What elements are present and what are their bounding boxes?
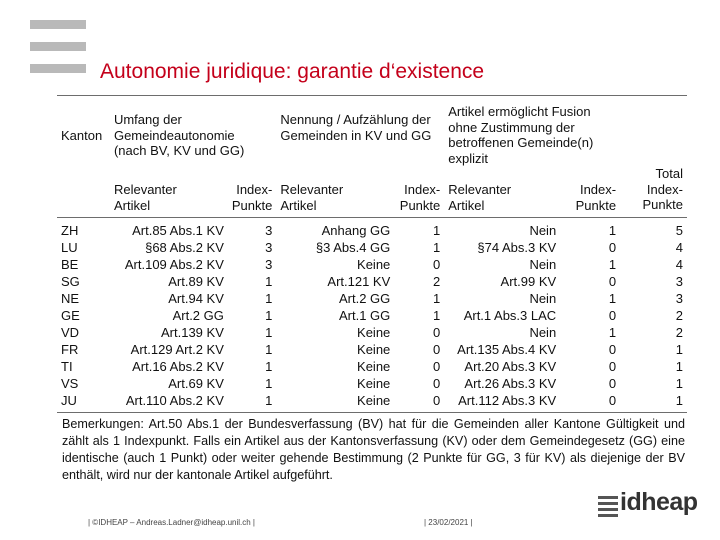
cell-total: 4 [675, 257, 683, 272]
cell-artikel-umfang: Art.109 Abs.2 KV [124, 257, 224, 272]
remarks-text: Bemerkungen: Art.50 Abs.1 der Bundesverfassung (BV) hat für die Gemeinden aller Kantone Gültigkeit und zählt als 1 Indexpunkt. Falls ein Artikel aus der Kantonsverfassung (KV) oder dem Gemeindegesetz (GG) eine identische (auch 1 Punkt) oder weiter gehende Bestimmung (2 Punkte für GG, 3 für KV) als diejenige der BV enthält, wird nur der kantonale Artikel aufgeführt. [62, 417, 685, 482]
cell-total: 2 [675, 308, 683, 323]
logo-bars [30, 20, 86, 86]
header-nennung: Nennung / Aufzählung der Gemeinden in KV und GG [280, 112, 432, 143]
cell-artikel-nennung: Anhang GG [321, 223, 391, 238]
cell-artikel-umfang: Art.94 KV [168, 291, 224, 306]
header-relevanter-artikel-2: Relevanter Artikel [276, 166, 394, 218]
cell-artikel-fusion: Art.1 Abs.3 LAC [463, 308, 557, 323]
cell-artikel-fusion: Art.26 Abs.3 KV [464, 376, 557, 391]
cell-punkte-fusion: 0 [608, 342, 617, 357]
cell-kanton: VD [61, 325, 80, 340]
cell-kanton: GE [61, 308, 80, 323]
cell-artikel-nennung: Keine [357, 325, 391, 340]
cell-total: 1 [675, 342, 683, 357]
cell-artikel-fusion: Art.20 Abs.3 KV [464, 359, 557, 374]
header-fusion: Artikel ermöglicht Fusion ohne Zustimmung der betroffenen Gemeinde(n) explizit [448, 104, 594, 166]
header-kanton: Kanton [61, 128, 103, 143]
cell-artikel-umfang: Art.139 KV [161, 325, 224, 340]
table-row [57, 256, 687, 273]
cell-artikel-umfang: §68 Abs.2 KV [145, 240, 224, 255]
header-index-punkte-3: Index- Punkte [560, 166, 620, 218]
cell-kanton: JU [61, 393, 77, 408]
cell-punkte-umfang: 1 [265, 274, 273, 289]
cell-punkte-nennung: 0 [433, 393, 441, 408]
cell-artikel-umfang: Art.2 GG [172, 308, 224, 323]
header-index-punkte-1: Index- Punkte [228, 166, 276, 218]
cell-total: 1 [675, 393, 683, 408]
logo-bar [30, 20, 86, 29]
table-row [57, 239, 687, 256]
table-row [57, 273, 687, 290]
cell-total: 4 [675, 240, 683, 255]
cell-punkte-nennung: 1 [433, 223, 441, 238]
table-row [57, 290, 687, 307]
cell-artikel-fusion: Art.112 Abs.3 KV [458, 393, 557, 408]
cell-artikel-nennung: Art.121 KV [327, 274, 391, 289]
title-rule [57, 95, 687, 96]
logo-bar [30, 42, 86, 51]
autonomy-table [57, 102, 687, 413]
cell-artikel-umfang: Art.129 Art.2 KV [130, 342, 224, 357]
table-row [57, 392, 687, 409]
cell-punkte-nennung: 1 [433, 308, 441, 323]
cell-punkte-umfang: 1 [265, 325, 273, 340]
cell-kanton: FR [61, 342, 79, 357]
cell-punkte-fusion: 1 [608, 257, 617, 272]
cell-punkte-nennung: 0 [433, 257, 441, 272]
table-row [57, 218, 687, 240]
cell-punkte-fusion: 0 [608, 308, 617, 323]
cell-punkte-nennung: 1 [433, 240, 441, 255]
cell-total: 2 [675, 325, 683, 340]
cell-punkte-fusion: 0 [608, 393, 617, 408]
cell-artikel-nennung: Keine [357, 393, 391, 408]
cell-artikel-fusion: Nein [529, 291, 557, 306]
cell-artikel-fusion: §74 Abs.3 KV [477, 240, 557, 255]
cell-kanton: ZH [61, 223, 79, 238]
cell-punkte-fusion: 0 [608, 274, 617, 289]
cell-punkte-umfang: 1 [265, 376, 273, 391]
cell-artikel-umfang: Art.110 Abs.2 KV [125, 393, 224, 408]
brand-wordmark: idheap [620, 488, 698, 516]
sub-header-row [57, 166, 687, 218]
cell-kanton: SG [61, 274, 80, 289]
cell-punkte-fusion: 1 [608, 223, 617, 238]
logo-stripes-icon [598, 496, 618, 520]
cell-punkte-fusion: 0 [608, 376, 617, 391]
header-index-punkte-2: Index- Punkte [394, 166, 444, 218]
group-header-row [57, 102, 687, 166]
cell-kanton: BE [61, 257, 79, 272]
cell-kanton: NE [61, 291, 80, 306]
cell-punkte-umfang: 1 [265, 342, 273, 357]
cell-artikel-nennung: Keine [357, 342, 391, 357]
cell-artikel-umfang: Art.69 KV [168, 376, 224, 391]
cell-kanton: VS [61, 376, 79, 391]
cell-artikel-nennung: Keine [357, 257, 391, 272]
slide-title: Autonomie juridique: garantie d‘existence [100, 60, 485, 83]
cell-artikel-fusion: Nein [529, 325, 557, 340]
header-relevanter-artikel-1: Relevanter Artikel [110, 166, 228, 218]
cell-punkte-fusion: 1 [608, 291, 617, 306]
cell-artikel-fusion: Art.135 Abs.4 KV [457, 342, 557, 357]
cell-artikel-umfang: Art.16 Abs.2 KV [132, 359, 224, 374]
cell-punkte-fusion: 1 [608, 325, 617, 340]
cell-punkte-fusion: 0 [608, 359, 617, 374]
cell-punkte-nennung: 0 [433, 376, 441, 391]
footer-copyright: | ©IDHEAP – Andreas.Ladner@idheap.unil.ch | [88, 518, 256, 527]
cell-punkte-nennung: 2 [433, 274, 441, 289]
cell-artikel-umfang: Art.85 Abs.1 KV [132, 223, 224, 238]
cell-artikel-fusion: Nein [529, 223, 557, 238]
idheap-logo [598, 488, 698, 523]
cell-punkte-nennung: 0 [433, 325, 441, 340]
cell-artikel-fusion: Art.99 KV [500, 274, 557, 289]
table-row [57, 341, 687, 358]
header-relevanter-artikel-3: Relevanter Artikel [444, 166, 560, 218]
cell-punkte-fusion: 0 [608, 240, 617, 255]
cell-punkte-nennung: 0 [433, 342, 441, 357]
cell-artikel-nennung: §3 Abs.4 GG [315, 240, 391, 255]
table-body [57, 218, 687, 410]
cell-kanton: TI [61, 359, 73, 374]
cell-punkte-umfang: 3 [265, 240, 273, 255]
cell-total: 3 [675, 274, 683, 289]
table-row [57, 358, 687, 375]
cell-punkte-nennung: 0 [433, 359, 441, 374]
cell-kanton: LU [61, 240, 78, 255]
cell-total: 3 [675, 291, 683, 306]
cell-punkte-umfang: 1 [265, 308, 273, 323]
cell-artikel-umfang: Art.89 KV [168, 274, 224, 289]
table-row [57, 375, 687, 392]
cell-total: 5 [675, 223, 683, 238]
cell-artikel-nennung: Keine [357, 359, 391, 374]
cell-punkte-nennung: 1 [433, 291, 441, 306]
table-row [57, 307, 687, 324]
cell-total: 1 [675, 359, 683, 374]
cell-total: 1 [675, 376, 683, 391]
cell-punkte-umfang: 1 [265, 393, 273, 408]
cell-punkte-umfang: 1 [265, 359, 273, 374]
footer-date: | 23/02/2021 | [424, 518, 473, 527]
cell-artikel-fusion: Nein [529, 257, 557, 272]
cell-artikel-nennung: Art.1 GG [338, 308, 391, 323]
cell-punkte-umfang: 3 [265, 257, 273, 272]
cell-artikel-nennung: Keine [357, 376, 391, 391]
table-row [57, 324, 687, 341]
logo-bar [30, 64, 86, 73]
header-total-index-punkte: Total Index- Punkte [620, 166, 687, 218]
cell-punkte-umfang: 3 [265, 223, 273, 238]
cell-artikel-nennung: Art.2 GG [338, 291, 391, 306]
cell-punkte-umfang: 1 [265, 291, 273, 306]
header-umfang: Umfang der Gemeindeautonomie (nach BV, KV und GG) [113, 112, 245, 158]
